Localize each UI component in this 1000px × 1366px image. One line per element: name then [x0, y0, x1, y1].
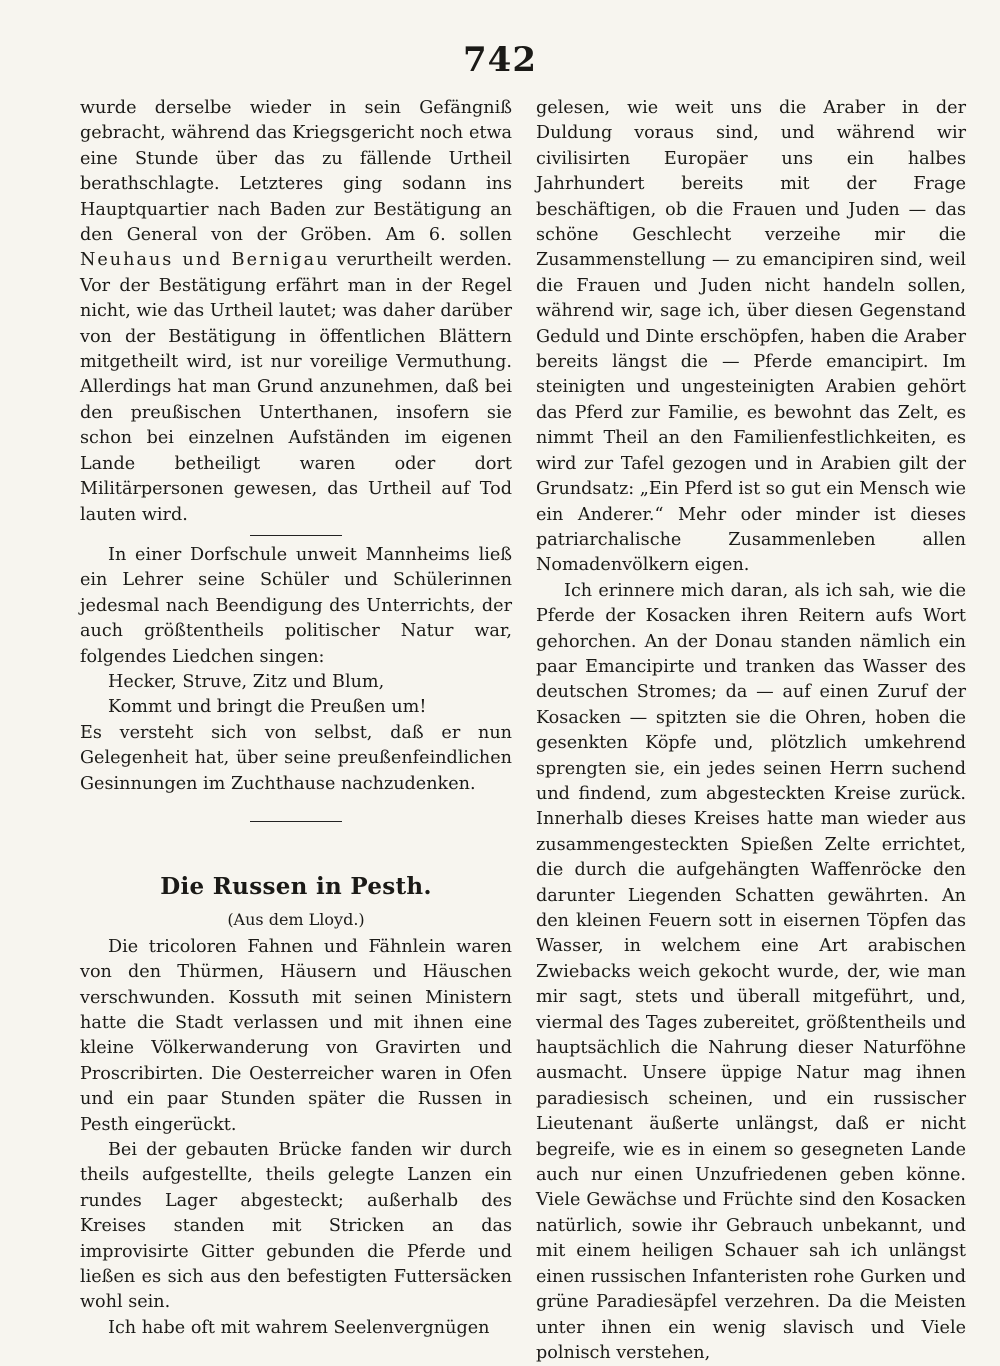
article-title: Die Russen in Pesth.: [160, 872, 432, 900]
song-verse: [80, 670, 512, 721]
paragraph-text: verurtheilt werden. Vor der Bestätigung erfährt man in der Regel nicht, wie das Urtheil lautet; was daher darüber von der Bestätigung in öffentlichen Blättern mitgetheilt wird, ist nur voreilige Vermuthung. Allerdings hat man Grund anzunehmen, daß bei den preußischen Unterthanen, insofern sie schon bei einzelnen Aufständen im eigenen Lande betheiligt waren oder dort Militärpersonen gewesen, das Urtheil auf Tod lauten wird.: [80, 250, 512, 525]
verse-line: Hecker, Struve, Zitz und Blum,: [108, 671, 385, 692]
names-spaced: Neuhaus und Bernigau: [80, 250, 330, 271]
right-column: [536, 96, 966, 1366]
page-number: 742: [463, 40, 537, 80]
paragraph-court-verdict: [80, 96, 512, 528]
paragraph-flags: Die tricoloren Fahnen und Fähnlein waren von den Thürmen, Häusern und Häuschen verschwunden. Kossuth mit seinen Ministern hatte die Stadt verlassen und mit ihnen eine kleine Völkerwanderung von Gravirten und Proscribirten. Die Oesterreicher waren in Ofen und ein paar Stunden später die Russen in Pesth eingerückt.: [80, 936, 512, 1135]
left-column: [80, 96, 512, 1341]
verse-line: Kommt und bringt die Preußen um!: [108, 697, 427, 718]
paragraph-prison: Es versteht sich von selbst, daß er nun Gelegenheit hat, über seine preußenfeindlichen Gesinnungen im Zuchthause nachzudenken.: [80, 722, 512, 794]
paragraph-arabs-horses: gelesen, wie weit uns die Araber in der Duldung voraus sind, und während wir civilisirten Europäer uns ein halbes Jahrhundert bereits mit der Frage beschäftigen, ob die Frauen und Juden — das schöne Geschlecht verzeihe mir die Zusammenstellung — zu emancipiren sind, weil die Frauen und Juden nicht handeln sollen, während wir, sage ich, über diesen Gegenstand Geduld und Dinte erschöpfen, haben die Araber bereits längst die — Pferde emancipirt. Im steinigten und ungesteinigten Arabien gehört das Pferd zur Familie, es bewohnt das Zelt, es nimmt Theil an den Familienfestlichkeiten, es wird zur Tafel gezogen und in Arabien gilt der Grundsatz: „Ein Pferd ist so gut ein Mensch wie ein Anderer.“ Mehr oder minder ist dieses patriarchalische Zusammenleben allen Nomadenvölkern eigen.: [536, 98, 966, 576]
article-source: (Aus dem Lloyd.): [227, 910, 365, 930]
paragraph-village-school: In einer Dorfschule unweit Mannheims ließ ein Lehrer seine Schüler und Schülerinnen jedesmal nach Beendigung des Unterrichts, der auch größtentheils politischer Natur war, folgendes Liedchen singen:: [80, 544, 512, 667]
section-divider: [250, 535, 342, 536]
paragraph-continues: Ich habe oft mit wahrem Seelenvergnügen: [108, 1317, 490, 1338]
section-divider: [250, 821, 342, 822]
paragraph-bridge-camp: Bei der gebauten Brücke fanden wir durch theils aufgestellte, theils gelegte Lanzen ein rundes Lager abgesteckt; außerhalb des Kreises standen mit Stricken an das improvisirte Gitter gebunden die Pferde und ließen es sich aus den befestigten Futtersäcken wohl sein.: [80, 1140, 512, 1313]
paragraph-cossacks: Ich erinnere mich daran, als ich sah, wie die Pferde der Kosacken ihren Reitern aufs Wort gehorchen. An der Donau standen nämlich ein paar Emancipirte und tranken das Wasser des deutschen Stromes; da — auf einen Zuruf der Kosacken — spitzten sie die Ohren, hoben die gesenkten Köpfe und, plötzlich umkehrend sprengten sie, ein jedes seinen Herrn suchend und findend, zum abgesteckten Kreise zurück. Innerhalb dieses Kreises hatte man wieder aus zusammengesteckten Spießen Zelte errichtet, die durch die aufgehängten Waffenröcke den darunter Liegenden Schatten gewährten. An den kleinen Feuern sott in eisernen Töpfen das Wasser, in welchem eine Art arabischen Zwiebacks weich gekocht wurde, der, wie man mir sagt, stets und überall mitgeführt, und, viermal des Tages zubereitet, größtentheils und hauptsächlich die Nahrung dieser Naturföhne ausmacht. Unsere üppige Natur mag ihnen paradiesisch scheinen, und ein russischer Lieutenant äußerte unlängst, daß er nicht begreife, wie es in einem so gesegneten Lande auch nur einen Unzufriedenen geben könne. Viele Gewächse und Früchte sind den Kosacken natürlich, sowie ihr Gebrauch unbekannt, und mit einem heiligen Schauer sah ich unlängst einen russischen Infanteristen rohe Gurken und grüne Paradiesäpfel verzehren. Da die Meisten unter ihnen ein wenig slavisch und Viele polnisch verstehen,: [536, 580, 966, 1363]
paragraph-text: wurde derselbe wieder in sein Gefängniß gebracht, während das Kriegsgericht noch etwa eine Stunde über das zu fällende Urtheil berathschlagte. Letzteres ging sodann ins Hauptquartier nach Baden zur Bestätigung an den General von der Gröben. Am 6. sollen: [80, 98, 512, 246]
